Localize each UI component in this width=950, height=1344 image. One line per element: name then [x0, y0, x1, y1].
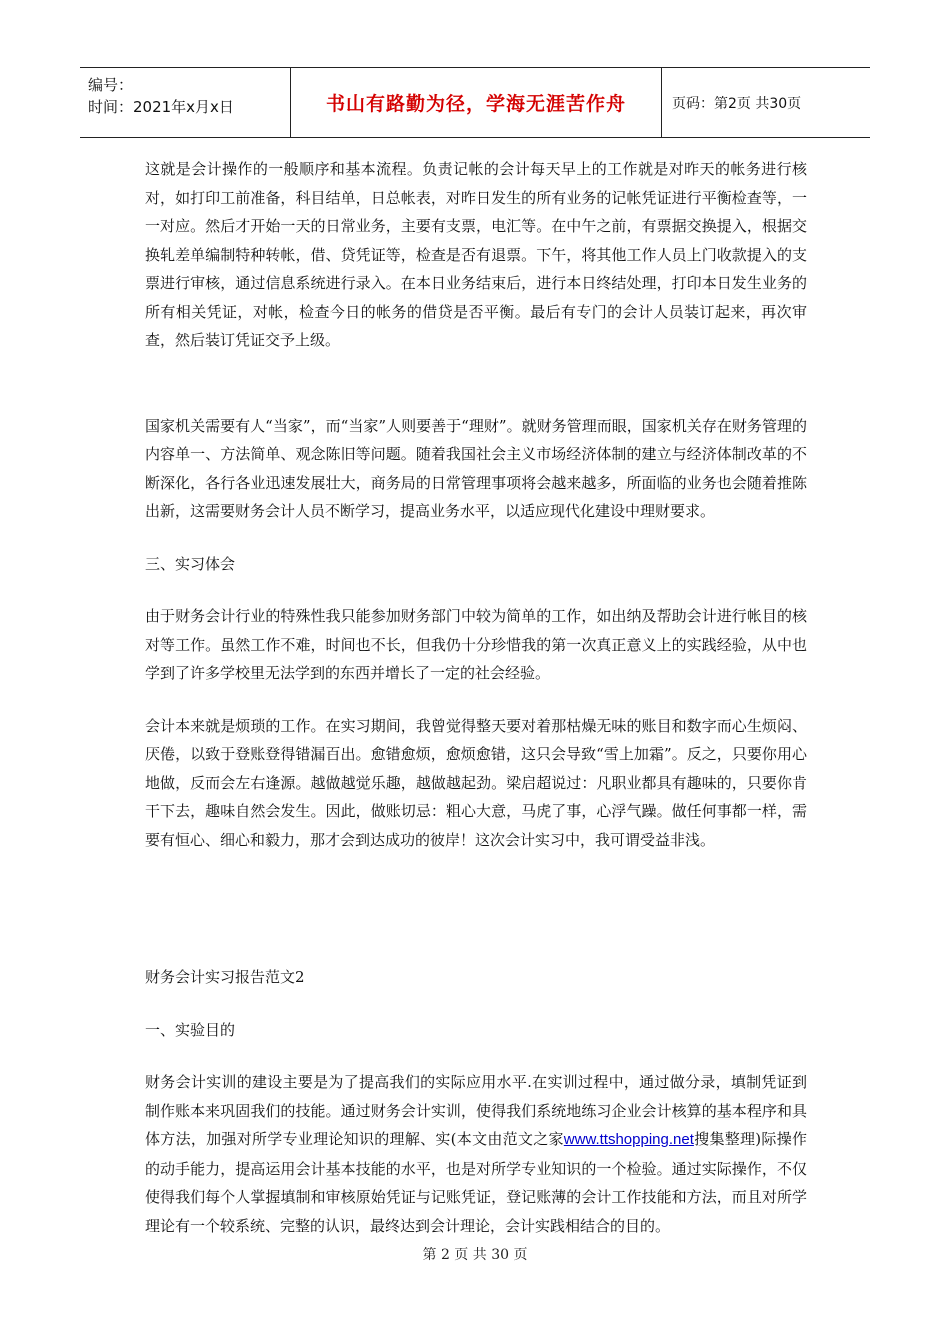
report-title-2: 财务会计实习报告范文2 — [145, 968, 305, 986]
header-page-info: 页码：第2页 共30页 — [672, 95, 802, 112]
section-heading-1: 一、实验目的 — [145, 1020, 236, 1039]
paragraph-experiment-purpose — [145, 1068, 807, 1240]
paragraph-government-finance: 国家机关需要有人“当家”，而“当家”人则要善于“理财”。就财务管理而眼，国家机关存在财务管理的内容单一、方法简单、观念陈旧等问题。随着我国社会主义市场经济体制的建立与经济体制改革的不断深化，各行各业迅速发展壮大，商务局的日常管理事项将会越来越多，所面临的业务也会随着推陈出新，这需要财务会计人员不断学习，提高业务水平，以适应现代化建设中理财要求。 — [145, 416, 807, 520]
number-label: 编号： — [88, 76, 134, 94]
page-footer: 第 2 页 共 30 页 — [422, 1247, 528, 1263]
paragraph-accounting-process: 这就是会计操作的一般顺序和基本流程。负责记帐的会计每天早上的工作就是对昨天的帐务进行核对，如打印工前准备，科目结单，日总帐表，对昨日发生的所有业务的记帐凭证进行平衡检查等，一一对应。然后才开始一天的日常业务，主要有支票，电汇等。在中午之前，有票据交换提入，根据交换轧差单编制特种转帐，借、贷凭证等，检查是否有退票。下午，将其他工作人员上门收款提入的支票进行审核，通过信息系统进行录入。在本日业务结束后，进行本日终结处理，打印本日发生业务的所有相关凭证，对帐，检查今日的帐务的借贷是否平衡。最后有专门的会计人员装订起来，再次审查，然后装订凭证交予上级。 — [145, 160, 807, 349]
date-label: 时间：2021年x月x日 — [88, 98, 234, 116]
page-header — [80, 67, 870, 138]
paragraph-text-a: 财务会计实训的建设主要是为了提高我们的实际应用水平.在实训过程中，通过做分录，填制凭证到制作账本来巩固我们的技能。通过财务会计实训，使得我们系统地练习企业会计核算的基本程序和具体方法，加强对所学专业理论知识的理解、实(本文由范文之家 — [145, 1073, 807, 1148]
document-body — [145, 155, 807, 1240]
header-motto: 书山有路勤为径，学海无涯苦作舟 — [291, 68, 662, 137]
paragraph-accounting-work: 会计本来就是烦琐的工作。在实习期间，我曾觉得整天要对着那枯燥无味的账目和数字而心生烦闷、厌倦，以致于登账登得错漏百出。愈错愈烦，愈烦愈错，这只会导致“雪上加霜”。反之，只要你用心地做，反而会左右逢源。越做越觉乐趣，越做越起劲。梁启超说过：凡职业都具有趣味的，只要你肯干下去，趣味自然会发生。因此，做账切忌：粗心大意，马虎了事，心浮气躁。做任何事都一样，需要有恒心、细心和毅力，那才会到达成功的彼岸！这次会计实习中，我可谓受益非浅。 — [145, 716, 807, 849]
header-meta — [80, 68, 291, 137]
paragraph-internship-experience: 由于财务会计行业的特殊性我只能参加财务部门中较为简单的工作，如出纳及帮助会计进行帐目的核对等工作。虽然工作不难，时间也不长，但我仍十分珍惜我的第一次真正意义上的实践经验，从中也学到了许多学校里无法学到的东西并增长了一定的社会经验。 — [145, 607, 807, 682]
paragraph-text-b: 搜集整理)际操作的动手能力，提高运用会计基本技能的水平，也是对所学专业知识的一个检验。通过实际操作，不仅使得我们每个人掌握填制和审核原始凭证与记账凭证，登记账薄的会计工作技能和方法，而且对所学理论有一个较系统、完整的认识，最终达到会计理论，会计实践相结合的目的。 — [145, 1130, 807, 1235]
source-link[interactable]: www.ttshopping.net — [563, 1131, 694, 1148]
section-heading-3: 三、实习体会 — [145, 554, 236, 573]
